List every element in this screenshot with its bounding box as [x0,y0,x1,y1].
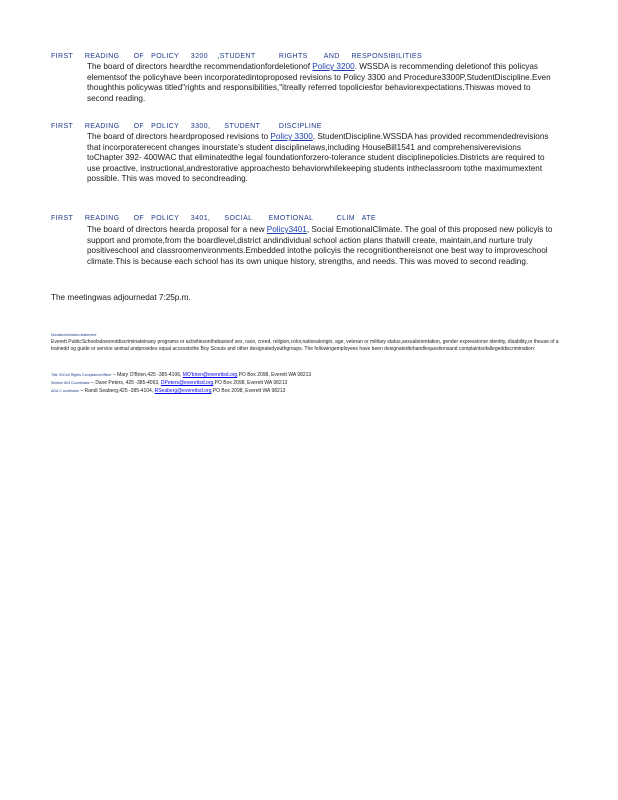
contact-address: ,PO Box 2098, Everett WA 98213 [237,372,312,378]
body-text: The board of directors heardthe recommendationfordeletionof [87,62,313,71]
policy-3200-link[interactable]: Policy 3200 [312,62,355,71]
contact-role: Section 504 Coordinator [51,381,90,385]
adjournment-note: The meetingwas adjournedat 7:25p.m. [51,293,191,302]
contact-email-link[interactable]: RSeaberg@everettsd.org [154,388,212,394]
body-text: . WSSDA is recommending deletionof this policyas elementsof the policyhave been incorporatedintoproposed revisions to Policy 3300 and Procedure3300P,StudentDiscipline.Even thoughthis policywas titled"rights and responsibilities,"itreally referred topoliciesfor behaviorexpectations.Thiswas moved to second reading. [87,62,551,103]
contact-address: ,PO Box 2098, Everett WA 98213 [211,388,286,394]
body-text: , Social EmotionalClimate. The goal of this proposed new policyis to support and promote,from the boardlevel,district andindividual school action plans thatwill create, maintain,and nurture truly positiveschool and classroomenvironments.Embedded intothe policyis the recognitionthereisnot one best way to improveschool climate.This is because each school has its own unique history, strengths, and needs. This was moved to second reading. [87,225,553,266]
section-body-policy-3401 [87,225,557,267]
contact-role: ADA C oordinator [51,389,79,393]
section-heading-policy-3300: FIRST READING OF POLICY 3300, STUDENT DISCIPLINE [51,123,322,130]
body-text: The board of directors hearda proposal for a new [87,225,267,234]
contact-details: – Dave Peters, 425 -385-4063, [89,380,161,386]
contact-email-link[interactable]: DPeters@everettsd.org [160,380,214,386]
contact-ada [51,388,285,395]
section-heading-policy-3200: FIRST READING OF POLICY 3200 ,STUDENT RIGHTS AND RESPONSIBILITIES [51,53,423,60]
policy-3401-link[interactable]: Policy3401 [266,225,307,234]
contact-section-504 [51,380,287,387]
section-heading-policy-3401: FIRST READING OF POLICY 3401, SOCIAL EMOTIONAL CLIM ATE [51,215,376,222]
contact-title-ix [51,372,311,379]
contact-details: – Randi Seaberg,425 -385-4104, [78,388,155,394]
section-body-policy-3300 [87,132,557,185]
contact-address: ,PO Box 2098, Everett WA 98213 [213,380,288,386]
policy-3300-link[interactable]: Policy 3300 [270,132,313,141]
section-body-policy-3200 [87,62,557,104]
contact-role: Title IX/Civil Rights ComplianceOfficer [51,373,112,377]
body-text: , StudentDiscipline.WSSDA has provided recommendedrevisions that incorporaterecent changes inourstate's student disciplinelaws,including HouseBill1541 and comprehensiverevisions toChapter 392- 400WAC that eliminatedthe legal foundationforzero-tolerance student disciplinepolicies.Districts are required to use proactive, instructional,andrestorative approachesto behaviorwhilekeeping students intheclassroom tothe maximumextent possible. This was moved to secondreading. [87,132,549,183]
body-text: The board of directors heardproposed revisions to [87,132,271,141]
contact-email-link[interactable]: MO'brien@everettsd.org [182,372,238,378]
nondiscrimination-statement [51,332,561,353]
nondiscrimination-label: Nondiscrimination statement [51,333,97,337]
nondiscrimination-text: Everett PublicSchoolsdoesnotdiscriminateinany programs or activitiesonthebasisof sex, race, creed, religion,color,nationalorigin, age, veteran or military status,sexualorientation, gender expressionor identity, disability,or theuse of a trainedd og guide or service animal andprovides equal accesstothe Boy Scouts and other designatedyouthgroups. The followingemployees have been designatedtohandlequestionsand complaintsofallegeddiscrimination: [51,339,559,352]
contact-details: – Mary O'Brien,425 -385-4106, [111,372,183,378]
